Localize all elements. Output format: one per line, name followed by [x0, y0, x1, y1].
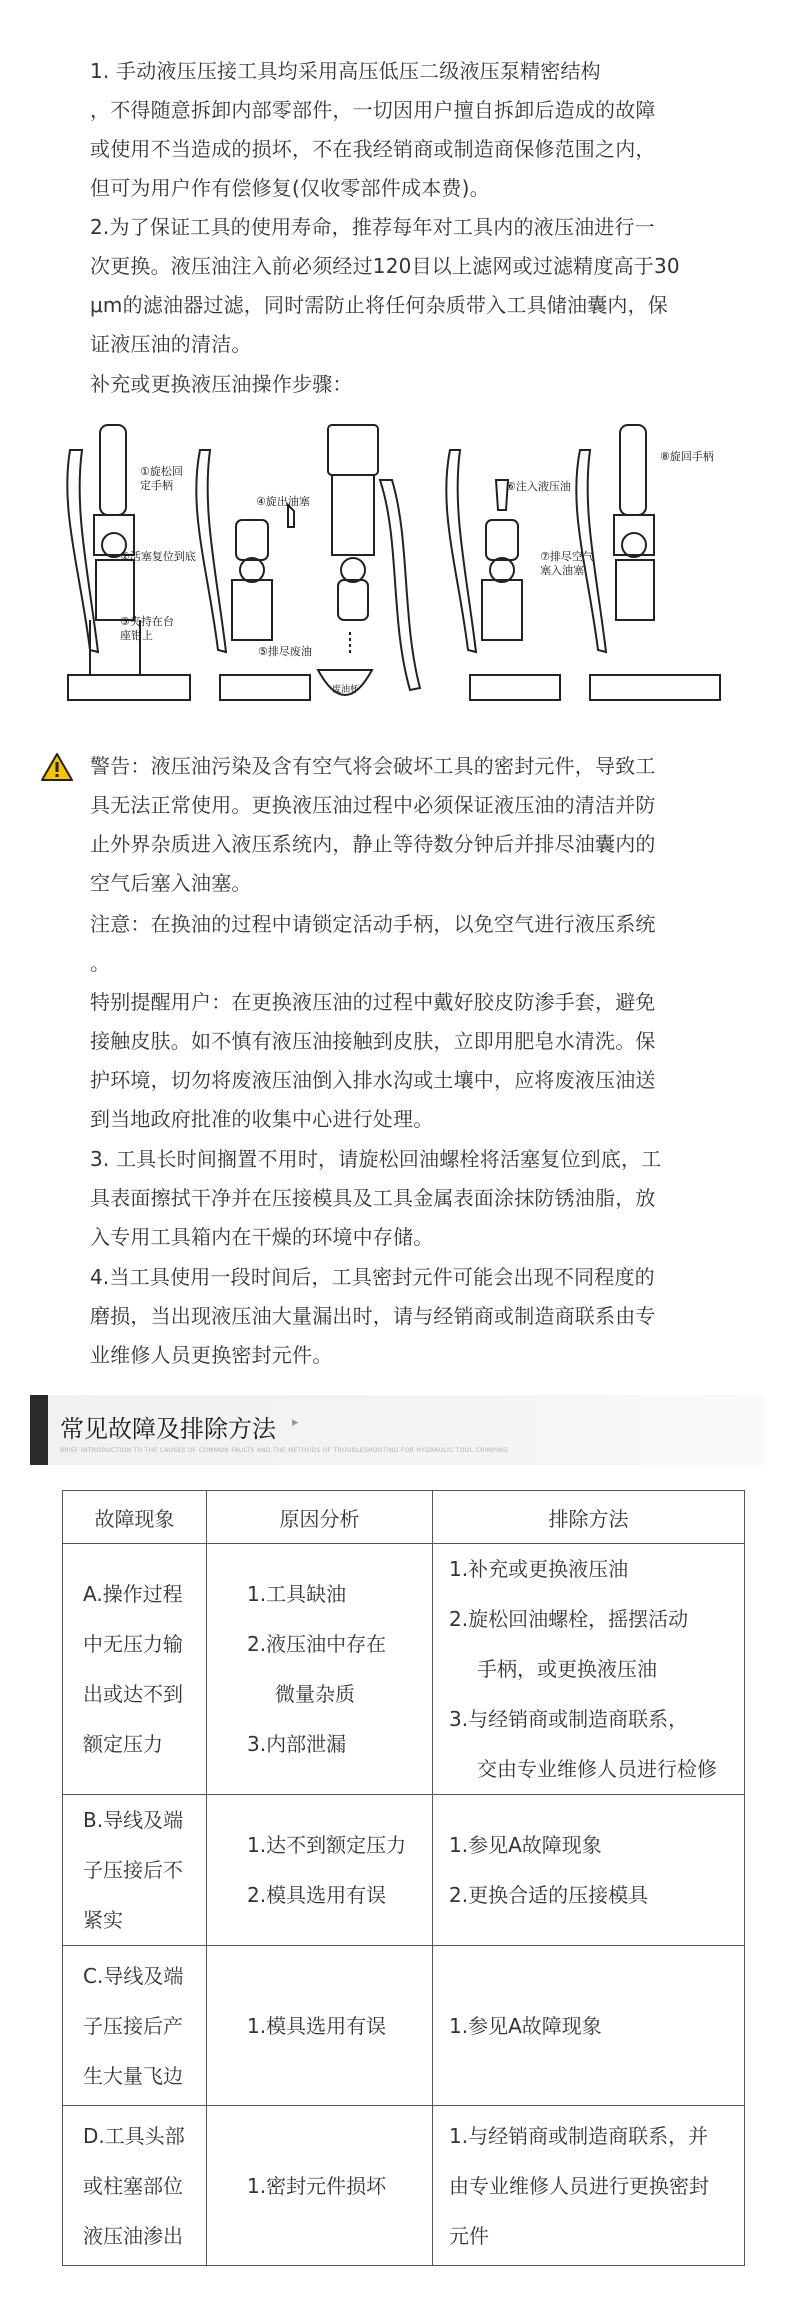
table-row: [63, 1795, 745, 1946]
intro-paragraph-1: 1. 手动液压压接工具均采用高压低压二级液压泵精密结构 ，不得随意拆卸内部零部件，一切因用户擅自拆卸后造成的故障 或使用不当造成的损坏，不在我经销商或制造商保修范围之内， 但可为用户作有偿修复(仅收零部件成本费)。: [90, 59, 656, 200]
cause-cell: [207, 1544, 433, 1795]
warning-paragraph: 警告：液压油污染及含有空气将会破坏工具的密封元件，导致工 具无法正常使用。更换液压油过程中必须保证液压油的清洁并防 止外界杂质进入液压系统内，静止等待数分钟后并排尽油囊内的 空气后塞入油塞。: [90, 754, 656, 895]
fix-line: 由专业维修人员进行更换密封: [449, 2173, 709, 2198]
fix-line: 1.与经销商或制造商联系，并: [449, 2123, 709, 2148]
symptom-cell: C.导线及端 子压接后产 生大量飞边: [63, 1946, 207, 2106]
symptom-cell: A.操作过程 中无压力输 出或达不到 额定压力: [63, 1544, 207, 1795]
step-label-line: ①旋松回: [140, 465, 183, 478]
step-label-line: ⑦排尽空气: [540, 550, 594, 563]
table-row: [63, 1946, 745, 2106]
seal-wear-paragraph: 4.当工具使用一段时间后，工具密封元件可能会出现不同程度的 磨损，当出现液压油大量漏出时，请与经销商或制造商联系由专 业维修人员更换密封元件。: [90, 1265, 656, 1367]
cause-line: 2.液压油中存在: [247, 1632, 387, 1656]
fix-line: 1.参见A故障现象: [449, 1833, 602, 1857]
symptom-cell: B.导线及端 子压接后不 紧实: [63, 1795, 207, 1946]
fix-line: 1.补充或更换液压油: [449, 1557, 629, 1581]
step-label-1: [140, 464, 183, 492]
fix-cell: [433, 1946, 745, 2106]
section-accent-bar: [30, 1395, 48, 1465]
cause-line: 2.模具选用有误: [247, 1883, 387, 1907]
step-label-8: ⑧旋回手柄: [660, 450, 714, 463]
cause-line: 3.内部泄漏: [247, 1732, 347, 1756]
tool-illustration-3: [318, 425, 420, 695]
fix-cell: [433, 2106, 745, 2266]
step-label-5: ⑤排尽废油: [258, 645, 312, 658]
arrow-right-icon: ▸: [292, 1415, 299, 1430]
table-row: [63, 1544, 745, 1795]
fix-cell: [433, 1795, 745, 1946]
step-label-3: [120, 614, 174, 642]
tool-illustration-5: [576, 425, 720, 700]
section-header: [30, 1395, 765, 1465]
special-reminder-paragraph: 特别提醒用户：在更换液压油的过程中戴好胶皮防渗手套，避免 接触皮肤。如不慎有液压油接触到皮肤，立即用肥皂水清洗。保 护环境，切勿将废液压油倒入排水沟或土壤中，应将废液压油送 到当地政府批准的收集中心进行处理。: [90, 990, 656, 1131]
fix-line: 手柄，或更换液压油: [477, 1657, 657, 1681]
intro-paragraph-2: 2.为了保证工具的使用寿命，推荐每年对工具内的液压油进行一 次更换。液压油注入前必须经过120目以上滤网或过滤精度高于30 μm的滤油器过滤，同时需防止将任何杂质带入工具储油囊内，保 证液压油的清洁。: [90, 215, 680, 356]
fault-table: [62, 1490, 745, 2266]
cause-cell: [207, 1795, 433, 1946]
warning-icon: [40, 752, 74, 782]
section-title: 常见故障及排除方法: [60, 1415, 276, 1443]
header-fix: 排除方法: [433, 1491, 745, 1544]
step-label-6: ⑥注入液压油: [506, 480, 571, 493]
storage-paragraph: 3. 工具长时间搁置不用时，请旋松回油螺栓将活塞复位到底，工 具表面擦拭干净并在压接模具及工具金属表面涂抹防锈油脂，放 入专用工具箱内在干燥的环境中存储。: [90, 1147, 662, 1249]
cause-line: 1.工具缺油: [247, 1582, 347, 1606]
section-subtitle: BRIEF INTRODUCTION TO THE CAUSES OF COMMON FAULTS AND THE METHODS OF TROUBLESHOOTING FOR HYDRAULIC TOOL CRIMPING: [60, 1447, 508, 1454]
cause-line: 1.模具选用有误: [247, 2013, 387, 2038]
cause-line: 1.密封元件损坏: [247, 2173, 387, 2198]
header-cause: 原因分析: [207, 1491, 433, 1544]
tool-illustration-2: [196, 450, 310, 700]
step-label-line: ③夹持在台: [120, 615, 174, 628]
step-label-line: 定手柄: [140, 479, 173, 492]
step-label-line: 座钳上: [120, 629, 153, 642]
fix-line: 交由专业维修人员进行检修: [477, 1757, 717, 1781]
table-header-row: [63, 1491, 745, 1544]
table-row: [63, 2106, 745, 2266]
fix-line: 元件: [449, 2223, 489, 2248]
waste-oil-cup-label: 废油杯: [332, 685, 360, 695]
fix-line: 2.更换合适的压接模具: [449, 1883, 649, 1907]
cause-cell: [207, 2106, 433, 2266]
step-label-line: 塞入油塞: [540, 564, 584, 577]
steps-heading: 补充或更换液压油操作步骤：: [90, 372, 353, 396]
fix-line: 2.旋松回油螺栓，摇摆活动: [449, 1607, 689, 1631]
cause-line: 1.达不到额定压力: [247, 1833, 407, 1857]
fix-cell: [433, 1544, 745, 1795]
cause-line: 微量杂质: [275, 1682, 355, 1706]
fix-line: 1.参见A故障现象: [449, 2013, 602, 2038]
fix-line: 3.与经销商或制造商联系，: [449, 1707, 689, 1731]
symptom-cell: D.工具头部 或柱塞部位 液压油渗出: [63, 2106, 207, 2266]
cause-cell: [207, 1946, 433, 2106]
note-paragraph: 注意：在换油的过程中请锁定活动手柄，以免空气进行液压系统 。: [90, 912, 656, 975]
step-label-2: ②活塞复位到底: [120, 550, 196, 563]
header-symptom: 故障现象: [63, 1491, 207, 1544]
oil-change-procedure-figure: [60, 420, 740, 730]
step-label-4: ④旋出油塞: [256, 495, 310, 508]
